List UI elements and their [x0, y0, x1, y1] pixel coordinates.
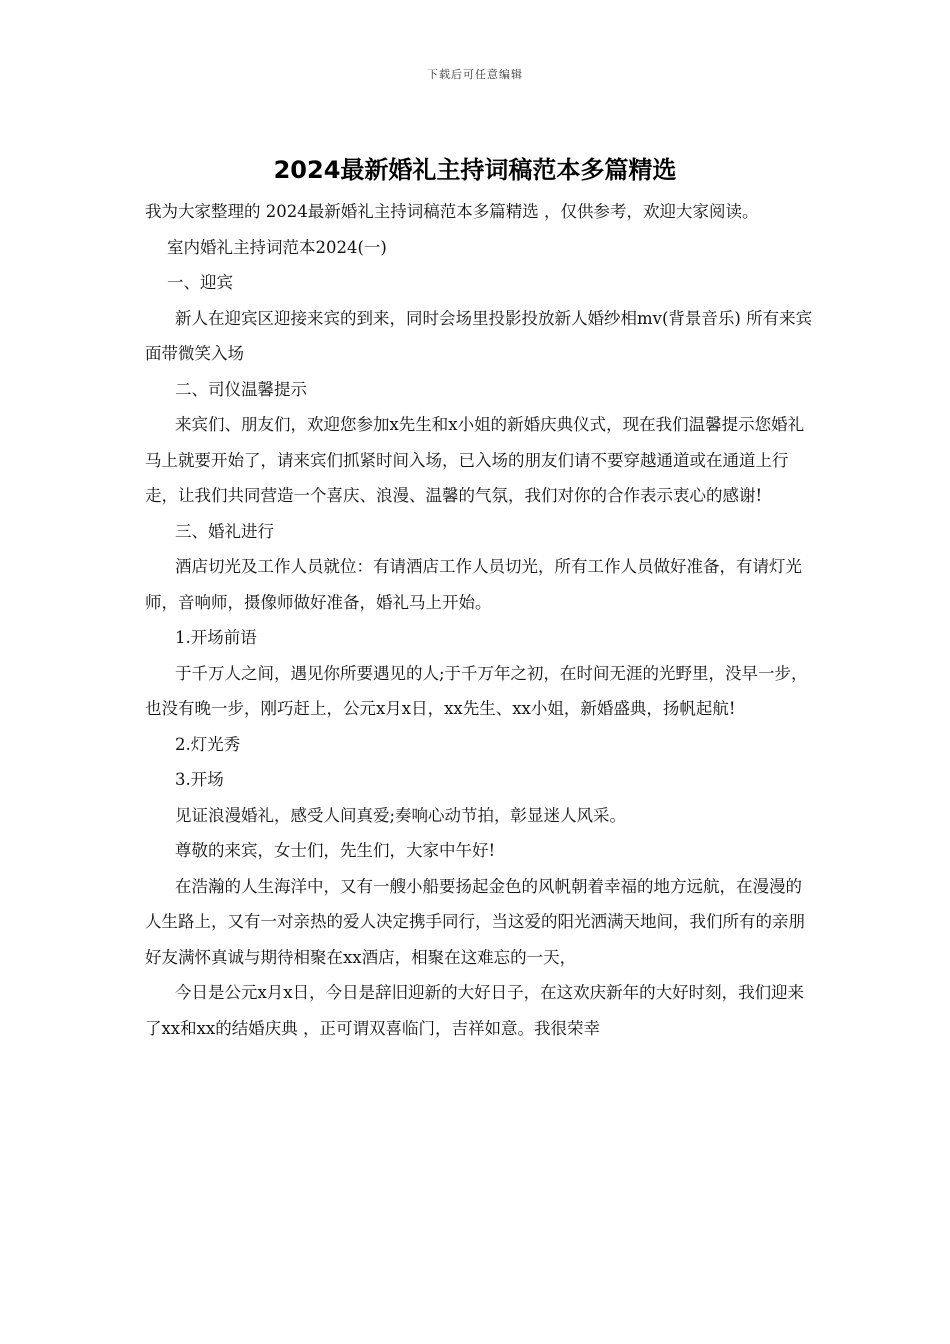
body-paragraph: 来宾们、朋友们，欢迎您参加x先生和x小姐的新婚庆典仪式，现在我们温馨提示您婚礼马上就要开始了，请来宾们抓紧时间入场，已入场的朋友们请不要穿越通道或在通道上行走，让我们共同营造一个喜庆、浪漫、温馨的气氛，我们对你的合作表示衷心的感谢!: [145, 415, 805, 505]
body-paragraph: 在浩瀚的人生海洋中，又有一艘小船要扬起金色的风帆朝着幸福的地方远航，在漫漫的人生路上，又有一对亲热的爱人决定携手同行，当这爱的阳光洒满天地间，我们所有的亲朋好友满怀真诚与期待相聚在xx酒店，相聚在这难忘的一天，: [145, 876, 805, 967]
list-heading: 1.开场前语: [175, 628, 257, 647]
section-heading: 室内婚礼主持词范本2024(一): [167, 237, 387, 257]
body-paragraph: 见证浪漫婚礼，感受人间真爱;奏响心动节拍，彰显迷人风采。: [175, 805, 627, 825]
document-title: 2024最新婚礼主持词稿范本多篇精选: [273, 156, 677, 184]
list-heading: 2.灯光秀: [175, 734, 241, 754]
body-paragraph: 尊敬的来宾，女士们，先生们，大家中午好!: [175, 841, 496, 860]
subsection-heading: 二、司仪温馨提示: [175, 379, 307, 399]
list-heading: 3.开场: [175, 770, 224, 789]
header-note: 下载后可任意编辑: [427, 68, 523, 81]
subsection-heading: 一、迎宾: [167, 273, 233, 292]
body-paragraph: 新人在迎宾区迎接来宾的到来，同时会场里投影投放新人婚纱相mv(背景音乐) 所有来宾面带微笑入场: [145, 308, 813, 363]
document-body: [145, 194, 815, 1046]
body-paragraph: 于千万人之间，遇见你所要遇见的人;于千万年之初，在时间无涯的光野里，没早一步，也没有晚一步，刚巧赶上，公元x月x日，xx先生、xx小姐，新婚盛典，扬帆起航!: [145, 663, 808, 718]
body-paragraph: 酒店切光及工作人员就位：有请酒店工作人员切光，所有工作人员做好准备，有请灯光师，音响师，摄像师做好准备，婚礼马上开始。: [145, 557, 802, 612]
subsection-heading: 三、婚礼进行: [175, 521, 274, 541]
intro-paragraph: 我为大家整理的 2024最新婚礼主持词稿范本多篇精选 ，仅供参考，欢迎大家阅读。: [145, 202, 759, 221]
body-paragraph: 今日是公元x月x日，今日是辞旧迎新的大好日子，在这欢庆新年的大好时刻，我们迎来了xx和xx的结婚庆典 ，正可谓双喜临门，吉祥如意。我很荣幸: [145, 983, 805, 1038]
